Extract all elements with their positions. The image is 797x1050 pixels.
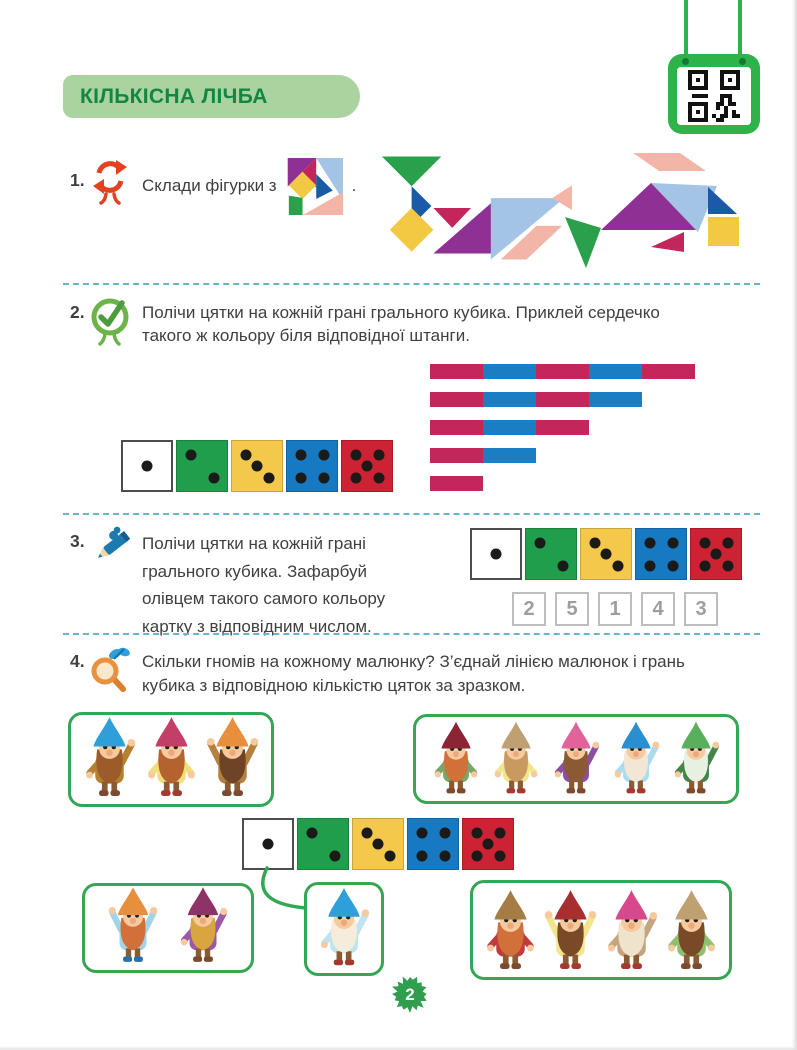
gnome-box-5 [413, 714, 739, 804]
bar-segment [483, 448, 536, 463]
gnome-figure [81, 715, 138, 799]
die-dot [699, 537, 710, 548]
die-dot [416, 827, 427, 838]
die-dot [494, 827, 505, 838]
gnome-figure [316, 886, 372, 968]
bar-segment [430, 476, 483, 491]
die-dot [318, 449, 329, 460]
die-yellow-3 [580, 528, 632, 580]
task-4-line-2: кубика з відповідною кількістю цяток за зразком. [142, 675, 526, 695]
number-card-4: 4 [641, 592, 675, 626]
refresh-arrows-icon [92, 158, 128, 211]
number-card-5: 5 [555, 592, 589, 626]
gnome-figure [603, 888, 660, 972]
bar-segment [430, 364, 483, 379]
gnome-figure [176, 885, 230, 965]
bar-chart [430, 364, 695, 504]
check-circle-icon [86, 294, 134, 355]
die-dot [295, 449, 306, 460]
gnome-figure [542, 888, 599, 972]
bar-segment [483, 392, 536, 407]
task-2-line-1: Полічи цятки на кожній грані грального кубика. Приклей сердечко [142, 303, 660, 322]
gnome-figure [550, 720, 602, 796]
bar-segment [483, 420, 536, 435]
die-dot [471, 850, 482, 861]
task-2-text [142, 302, 762, 347]
bar-segment [430, 420, 483, 435]
die-dot [483, 839, 494, 850]
task-1-text: Склади фігурки з [142, 176, 277, 195]
task-3-number: 3. [70, 531, 85, 551]
die-dot [601, 549, 612, 560]
gnome-figure [204, 715, 261, 799]
die-dot [612, 560, 623, 571]
die-dot [667, 560, 678, 571]
qr-code [677, 67, 751, 125]
task-2-number: 2. [70, 302, 85, 322]
die-dot [208, 472, 219, 483]
tag-string-right [738, 0, 742, 60]
die-red-5 [341, 440, 393, 492]
die-dot [534, 537, 545, 548]
die-red-5 [690, 528, 742, 580]
gnome-box-2 [82, 883, 254, 973]
die-green-2 [297, 818, 349, 870]
page-number-badge [390, 974, 430, 1014]
die-dot [350, 472, 361, 483]
die-dot [711, 549, 722, 560]
die-blue-4 [635, 528, 687, 580]
task-3-line-3: олівцем такого самого кольору [142, 589, 386, 608]
number-cards-row [512, 592, 718, 626]
die-red-5 [462, 818, 514, 870]
tangram-fish-figure [562, 148, 794, 277]
die-dot [416, 850, 427, 861]
die-white-1 [242, 818, 294, 870]
die-dot [471, 827, 482, 838]
task-1-suffix: . [351, 176, 357, 195]
bar-segment [536, 392, 589, 407]
gnome-figure [490, 720, 542, 796]
bar-row-3 [430, 420, 695, 435]
gnome-box-3 [68, 712, 274, 807]
die-blue-4 [286, 440, 338, 492]
gnome-figure [610, 720, 662, 796]
die-yellow-3 [352, 818, 404, 870]
die-dot [667, 537, 678, 548]
die-dot [589, 537, 600, 548]
task-1-number: 1. [70, 170, 85, 190]
tag-hole-right [739, 58, 746, 65]
gnome-figure [670, 720, 722, 796]
die-dot [295, 472, 306, 483]
bar-segment [430, 448, 483, 463]
task-4-number: 4. [70, 651, 85, 671]
die-white-1 [121, 440, 173, 492]
magnifier-butterfly-icon [86, 644, 134, 697]
die-green-2 [176, 440, 228, 492]
die-dot [722, 560, 733, 571]
die-dot [373, 472, 384, 483]
die-dot [557, 560, 568, 571]
bar-row-2 [430, 392, 695, 407]
bar-row-4 [430, 448, 695, 463]
gnome-box-4 [470, 880, 732, 980]
die-dot [318, 472, 329, 483]
bar-segment [589, 392, 642, 407]
die-dot [350, 449, 361, 460]
die-dot [494, 850, 505, 861]
task-2-line-2: такого ж кольору біля відповідної штанги. [142, 325, 470, 345]
task-1-row [142, 156, 356, 216]
dashed-separator-3 [63, 633, 760, 635]
die-dot [263, 472, 274, 483]
section-title: КІЛЬКІСНА ЛІЧБА [80, 84, 268, 108]
die-dot [185, 449, 196, 460]
die-dot [361, 827, 372, 838]
die-dot [384, 850, 395, 861]
section-header [63, 75, 360, 118]
gnome-figure [143, 715, 200, 799]
die-white-1 [470, 528, 522, 580]
bar-segment [483, 364, 536, 379]
die-dot [252, 461, 263, 472]
gnome-figure [106, 885, 160, 965]
tangram-square-image [286, 158, 343, 215]
bar-row-1 [430, 364, 695, 379]
gnome-figure [482, 888, 539, 972]
task-4-text [142, 650, 774, 697]
die-dot [722, 537, 733, 548]
gnome-figure [663, 888, 720, 972]
qr-tag [668, 54, 760, 134]
task-4-line-1: Скільки гномів на кожному малюнку? З’єднай лінією малюнок і грань [142, 652, 685, 671]
die-dot [142, 461, 153, 472]
task-3-line-4: картку з відповідним числом. [142, 616, 372, 636]
page-edge-bottom [0, 1046, 797, 1050]
gnome-figure [430, 720, 482, 796]
die-blue-4 [407, 818, 459, 870]
die-dot [699, 560, 710, 571]
gnome-box-1 [304, 882, 384, 976]
dashed-separator-1 [63, 283, 760, 285]
task-3-line-1: Полічи цятки на кожній грані [142, 534, 366, 553]
die-dot [263, 839, 274, 850]
tag-string-left [684, 0, 688, 60]
die-dot [373, 449, 384, 460]
die-dot [439, 827, 450, 838]
die-dot [373, 839, 384, 850]
dashed-separator-2 [63, 513, 760, 515]
bar-segment [536, 420, 589, 435]
die-dot [240, 449, 251, 460]
number-card-2: 2 [512, 592, 546, 626]
dice-row-task-2 [121, 440, 393, 492]
tag-hole-left [682, 58, 689, 65]
bar-segment [430, 392, 483, 407]
task-3-line-2: грального кубика. Зафарбуй [142, 561, 367, 581]
tangram-bird-figure [374, 152, 572, 273]
number-card-3: 3 [684, 592, 718, 626]
page-number: 2 [405, 985, 415, 1004]
die-dot [491, 549, 502, 560]
number-card-1: 1 [598, 592, 632, 626]
die-dot [306, 827, 317, 838]
bar-segment [536, 364, 589, 379]
die-dot [644, 537, 655, 548]
bar-segment [589, 364, 642, 379]
die-dot [644, 560, 655, 571]
task-3-text [142, 530, 442, 640]
bar-segment [642, 364, 695, 379]
dice-row-task-4 [242, 818, 514, 870]
bar-row-5 [430, 476, 695, 491]
pencil-icon [90, 524, 136, 573]
die-yellow-3 [231, 440, 283, 492]
dice-row-task-3 [470, 528, 742, 580]
die-dot [362, 461, 373, 472]
die-dot [439, 850, 450, 861]
die-green-2 [525, 528, 577, 580]
die-dot [329, 850, 340, 861]
